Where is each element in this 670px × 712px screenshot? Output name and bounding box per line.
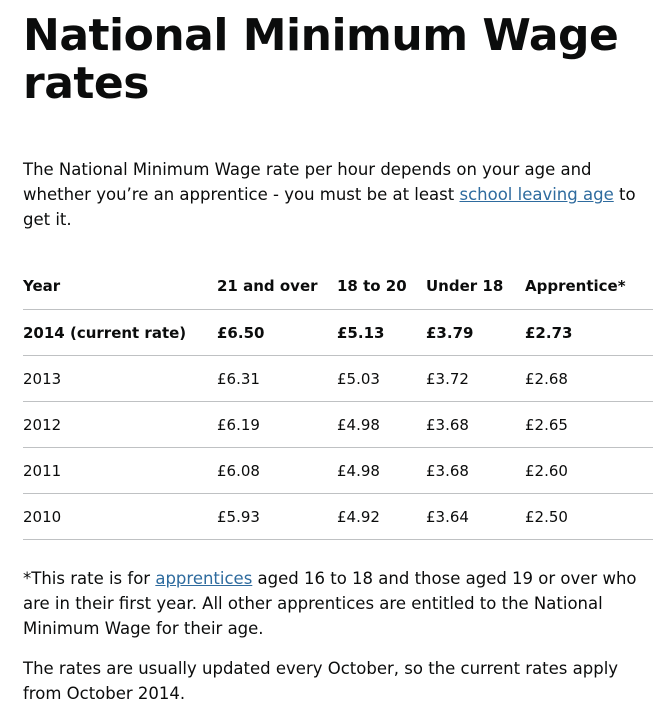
apprentice-footnote: [23, 566, 648, 641]
table-row: [23, 356, 653, 402]
update-note: The rates are usually updated every October, so the current rates apply from October 2014.: [23, 659, 619, 703]
cell-under-18: £3.68: [426, 448, 525, 494]
cell-18-to-20: £4.92: [337, 494, 426, 540]
cell-18-to-20: £5.13: [337, 310, 426, 356]
table-header-row: [23, 263, 653, 310]
cell-apprentice: £2.60: [525, 448, 653, 494]
cell-21-and-over: £5.93: [217, 494, 337, 540]
cell-year: 2010: [23, 494, 217, 540]
cell-21-and-over: £6.31: [217, 356, 337, 402]
cell-year: 2013: [23, 356, 217, 402]
school-leaving-age-link[interactable]: school leaving age: [459, 185, 614, 204]
intro-paragraph: [23, 157, 638, 232]
header-21-and-over: 21 and over: [217, 263, 337, 310]
header-year: Year: [23, 263, 217, 310]
cell-18-to-20: £5.03: [337, 356, 426, 402]
cell-year: 2014 (current rate): [23, 310, 217, 356]
cell-under-18: £3.64: [426, 494, 525, 540]
wage-rates-table: [23, 263, 653, 540]
cell-year: 2011: [23, 448, 217, 494]
page-title: National Minimum Wage rates: [23, 10, 619, 109]
intro-text-start: The National Minimum Wage rate per hour depends on your age and whether you’re an apprentice - you must be at least: [23, 160, 592, 204]
cell-21-and-over: £6.19: [217, 402, 337, 448]
cell-apprentice: £2.50: [525, 494, 653, 540]
footnote-text-start: *This rate is for: [23, 569, 156, 588]
cell-21-and-over: £6.08: [217, 448, 337, 494]
intro-text-end: to get it.: [23, 185, 636, 229]
cell-18-to-20: £4.98: [337, 402, 426, 448]
table-row: [23, 448, 653, 494]
cell-under-18: £3.68: [426, 402, 525, 448]
cell-year: 2012: [23, 402, 217, 448]
cell-under-18: £3.79: [426, 310, 525, 356]
cell-18-to-20: £4.98: [337, 448, 426, 494]
apprentices-link[interactable]: apprentices: [155, 569, 253, 588]
cell-apprentice: £2.68: [525, 356, 653, 402]
header-apprentice: Apprentice*: [525, 263, 653, 310]
header-under-18: Under 18: [426, 263, 525, 310]
header-18-to-20: 18 to 20: [337, 263, 426, 310]
cell-apprentice: £2.73: [525, 310, 653, 356]
table-row: [23, 494, 653, 540]
table-row: [23, 310, 653, 356]
footnote-text-end: aged 16 to 18 and those aged 19 or over who are in their first year. All other apprentices are entitled to the National Minimum Wage for their age.: [23, 569, 637, 638]
cell-21-and-over: £6.50: [217, 310, 337, 356]
cell-apprentice: £2.65: [525, 402, 653, 448]
cell-under-18: £3.72: [426, 356, 525, 402]
table-row: [23, 402, 653, 448]
